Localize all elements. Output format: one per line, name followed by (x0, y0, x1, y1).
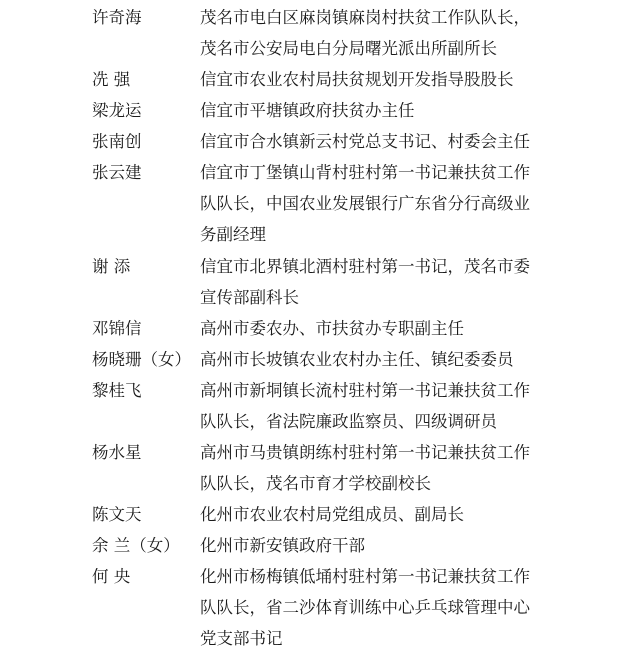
position-line: 队队长，省法院廉政监察员、四级调研员 (200, 412, 497, 431)
person-position (200, 95, 560, 126)
position-line: 队队长，茂名市育才学校副校长 (200, 474, 431, 493)
person-position (200, 64, 560, 95)
person-position (200, 126, 560, 157)
position-line: 党支部书记 (200, 629, 283, 648)
person-name: 梁龙运 (92, 101, 142, 120)
person-name: 杨晓珊（女） (92, 350, 191, 369)
person-name: 张南创 (92, 132, 142, 151)
position-line: 信宜市农业农村局扶贫规划开发指导股股长 (200, 70, 514, 89)
person-position (200, 251, 560, 313)
position-line: 宣传部副科长 (200, 288, 299, 307)
person-name: 谢 添 (92, 257, 131, 276)
position-line: 信宜市北界镇北酒村驻村第一书记，茂名市委 (200, 257, 530, 276)
position-line: 高州市马贵镇朗练村驻村第一书记兼扶贫工作 (200, 443, 530, 462)
position-line: 高州市长坡镇农业农村办主任、镇纪委委员 (200, 350, 514, 369)
person-name: 冼 强 (92, 70, 131, 89)
person-position (200, 2, 560, 64)
position-line: 务副经理 (200, 225, 266, 244)
person-position (200, 313, 560, 344)
person-position (200, 499, 560, 530)
position-line: 高州市新垌镇长流村驻村第一书记兼扶贫工作 (200, 381, 530, 400)
position-line: 化州市新安镇政府干部 (200, 536, 365, 555)
person-position (200, 157, 560, 250)
person-name: 邓锦信 (92, 319, 142, 338)
position-line: 队队长，省二沙体育训练中心乒乓球管理中心 (200, 598, 530, 617)
person-position (200, 561, 560, 654)
position-line: 信宜市平塘镇政府扶贫办主任 (200, 101, 415, 120)
person-position (200, 437, 560, 499)
position-line: 信宜市合水镇新云村党总支书记、村委会主任 (200, 132, 530, 151)
position-line: 化州市杨梅镇低埇村驻村第一书记兼扶贫工作 (200, 567, 530, 586)
person-name: 余 兰（女） (92, 536, 180, 555)
person-name: 何 央 (92, 567, 131, 586)
position-line: 高州市委农办、市扶贫办专职副主任 (200, 319, 464, 338)
person-name: 黎桂飞 (92, 381, 142, 400)
position-line: 茂名市公安局电白分局曙光派出所副所长 (200, 39, 497, 58)
position-line: 信宜市丁堡镇山背村驻村第一书记兼扶贫工作 (200, 163, 530, 182)
person-position (200, 344, 560, 375)
position-line: 茂名市电白区麻岗镇麻岗村扶贫工作队队长， (200, 8, 530, 27)
person-name: 陈文天 (92, 505, 142, 524)
person-position (200, 375, 560, 437)
position-line: 队队长，中国农业发展银行广东省分行高级业 (200, 194, 530, 213)
person-name: 张云建 (92, 163, 142, 182)
person-position (200, 530, 560, 561)
person-name: 杨水星 (92, 443, 142, 462)
person-name: 许奇海 (92, 8, 142, 27)
position-line: 化州市农业农村局党组成员、副局长 (200, 505, 464, 524)
